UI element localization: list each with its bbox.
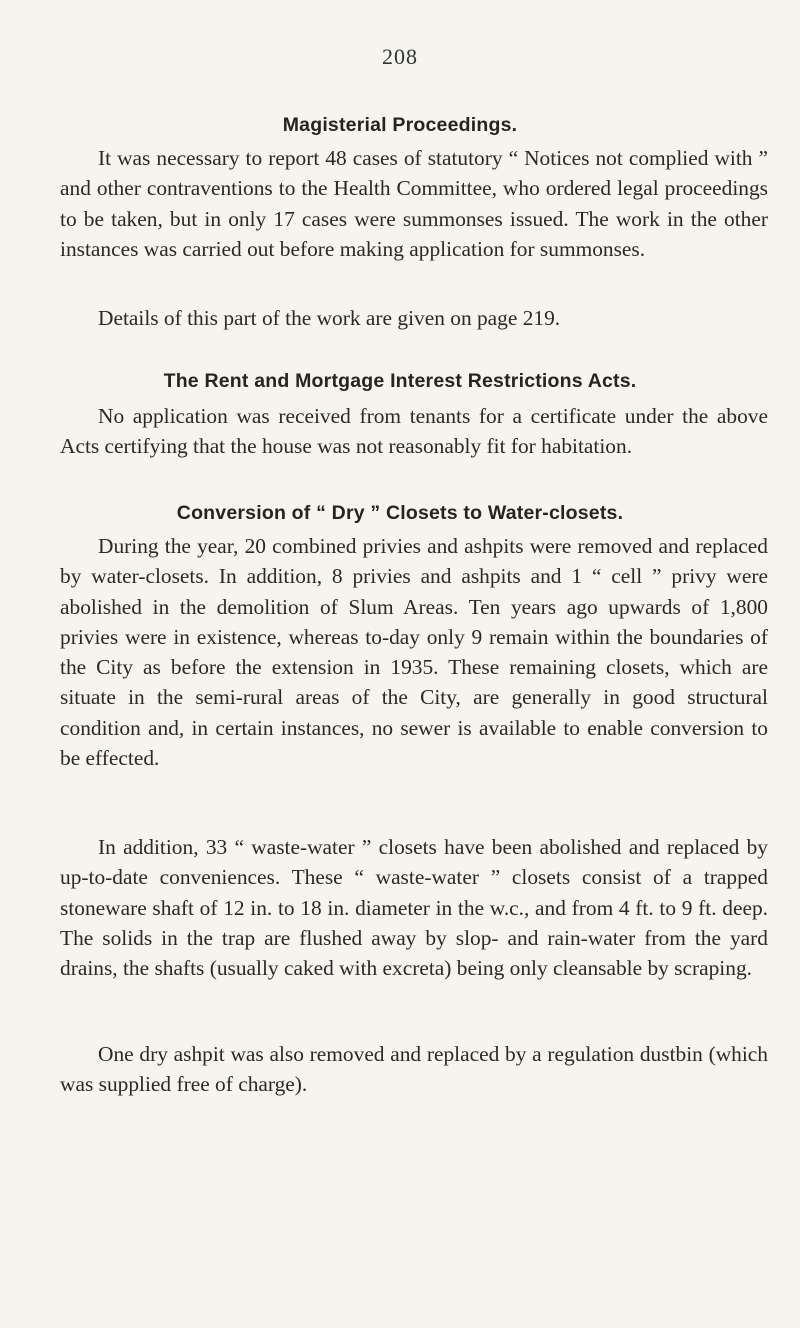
heading-magisterial-proceedings: Magisterial Proceedings. — [282, 114, 518, 136]
paragraph-magisterial-proceedings: It was necessary to report 48 cases of statutory “ Notices not complied with ” and other contraventions to the Health Committee, who ordered legal proceedings to be taken, but in only 17 cases were summonses issued. The work in the other instances was carried out before making application for summonses. — [60, 146, 768, 261]
paragraph-privies-removed: During the year, 20 combined privies and ashpits were removed and replaced by water-closets. In addition, 8 privies and ashpits and 1 “ cell ” privy were abolished in the demolition of Slum Areas. Ten years ago upwards of 1,800 privies were in existence, whereas to-day only 9 remain within the boundaries of the City as before the extension in 1935. These remaining closets, which are situate in the semi-rural areas of the City, are generally in good structural condition and, in certain instances, no sewer is available to enable conversion to be effected. — [60, 534, 768, 771]
paragraph-details-page-reference: Details of this part of the work are given on page 219. — [98, 306, 561, 330]
heading-conversion-dry-closets: Conversion of “ Dry ” Closets to Water-closets. — [176, 502, 624, 524]
paragraph-rent-restrictions: No application was received from tenants for a certificate under the above Acts certifying that the house was not reasonably fit for habitation. — [60, 404, 768, 459]
heading-rent-restrictions-acts: The Rent and Mortgage Interest Restrictions Acts. — [163, 370, 637, 392]
paragraph-dry-ashpit: One dry ashpit was also removed and replaced by a regulation dustbin (which was supplied free of charge). — [60, 1042, 768, 1097]
paragraph-waste-water-closets: In addition, 33 “ waste-water ” closets have been abolished and replaced by up-to-date conveniences. These “ waste-water ” closets consist of a trapped stoneware shaft of 12 in. to 18 in. diameter in the w.c., and from 4 ft. to 9 ft. deep. The solids in the trap are flushed away by slop- and rain-water from the yard drains, the shafts (usually caked with excreta) being only cleansable by scraping. — [60, 835, 768, 981]
page-number: 208 — [382, 44, 418, 69]
